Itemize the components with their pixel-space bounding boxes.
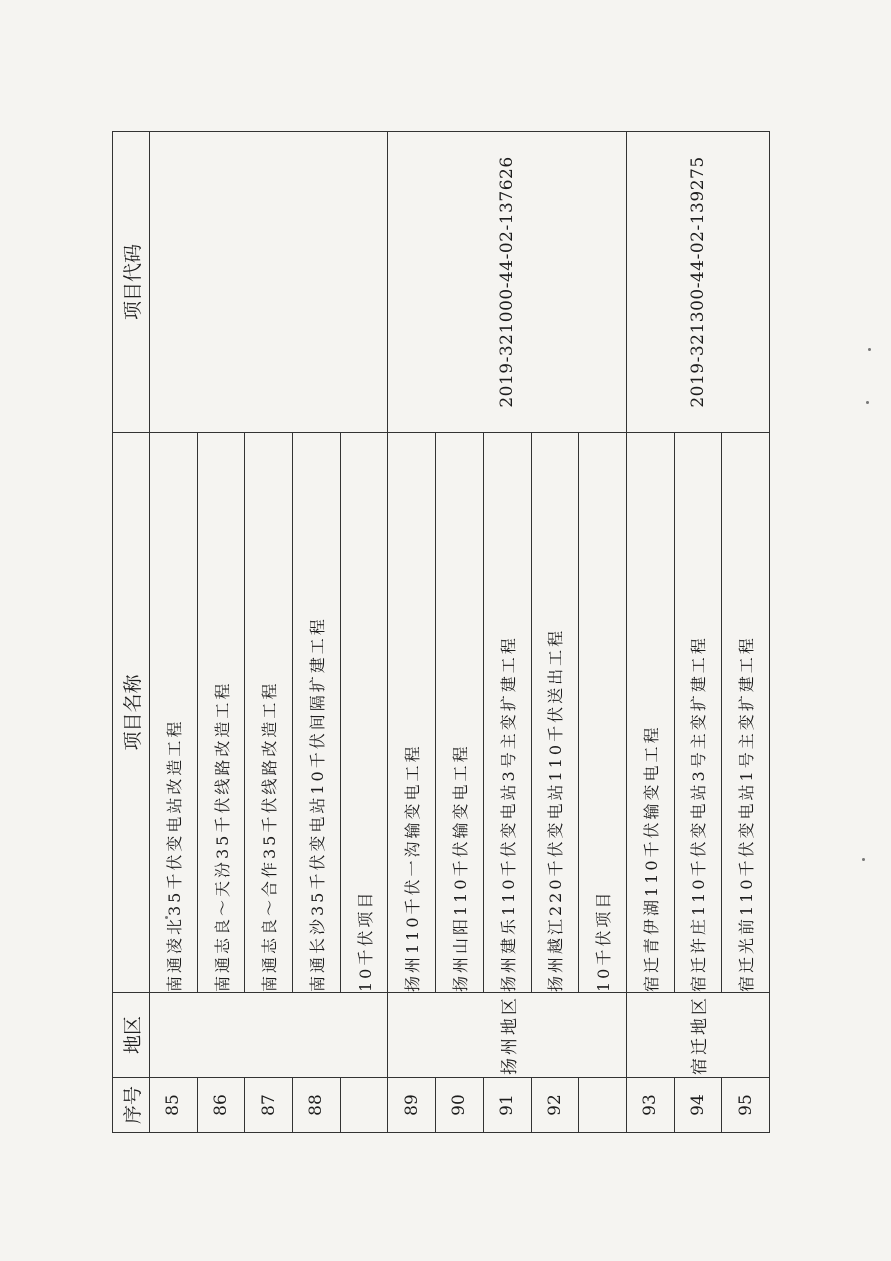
row-project-name: 南通志良～天汾35千伏线路改造工程 (197, 433, 245, 993)
rotated-table-frame (112, 132, 770, 1133)
table-row (388, 132, 436, 1133)
row-serial: 85 (150, 1078, 198, 1133)
header-project-code: 项目代码 (113, 132, 150, 433)
row-project-name: 南通凌北35千伏变电站改造工程 (150, 433, 198, 993)
row-project-name: 10千伏项目 (340, 433, 388, 993)
region-yangzhou: 扬州地区 (388, 993, 626, 1078)
row-serial: 88 (293, 1078, 341, 1133)
row-code-empty (150, 132, 388, 433)
row-serial: 92 (531, 1078, 579, 1133)
row-project-name: 扬州110千伏一沟输变电工程 (388, 433, 436, 993)
row-region-empty (150, 993, 388, 1078)
row-project-name: 宿迁光前110千伏变电站1号主变扩建工程 (722, 433, 770, 993)
header-serial: 序号 (113, 1078, 150, 1133)
header-region: 地区 (113, 993, 150, 1078)
row-serial (340, 1078, 388, 1133)
row-serial: 86 (197, 1078, 245, 1133)
row-serial: 90 (436, 1078, 484, 1133)
table-rotator (112, 132, 770, 1133)
row-serial: 95 (722, 1078, 770, 1133)
region-suqian: 宿迁地区 (626, 993, 769, 1078)
header-project-name: 项目名称 (113, 433, 150, 993)
code-yangzhou: 2019-321000-44-02-137626 (388, 132, 626, 433)
row-project-name: 扬州山阳110千伏输变电工程 (436, 433, 484, 993)
row-serial (579, 1078, 627, 1133)
scan-speck (868, 348, 871, 351)
row-project-name: 宿迁许庄110千伏变电站3号主变扩建工程 (674, 433, 722, 993)
code-suqian: 2019-321300-44-02-139275 (626, 132, 769, 433)
row-serial: 87 (245, 1078, 293, 1133)
row-project-name: 南通长沙35千伏变电站10千伏间隔扩建工程 (293, 433, 341, 993)
row-serial: 91 (483, 1078, 531, 1133)
project-table (112, 131, 770, 1133)
table-row (150, 132, 198, 1133)
row-project-name: 扬州建乐110千伏变电站3号主变扩建工程 (483, 433, 531, 993)
scan-speck (862, 858, 865, 861)
scan-speck (866, 401, 869, 404)
row-serial: 94 (674, 1078, 722, 1133)
row-project-name: 扬州越江220千伏变电站110千伏送出工程 (531, 433, 579, 993)
row-project-name: 10千伏项目 (579, 433, 627, 993)
row-project-name: 宿迁青伊湖110千伏输变电工程 (626, 433, 674, 993)
row-project-name: 南通志良～合作35千伏线路改造工程 (245, 433, 293, 993)
table-row (626, 132, 674, 1133)
header-row (113, 132, 150, 1133)
row-serial: 89 (388, 1078, 436, 1133)
row-serial: 93 (626, 1078, 674, 1133)
